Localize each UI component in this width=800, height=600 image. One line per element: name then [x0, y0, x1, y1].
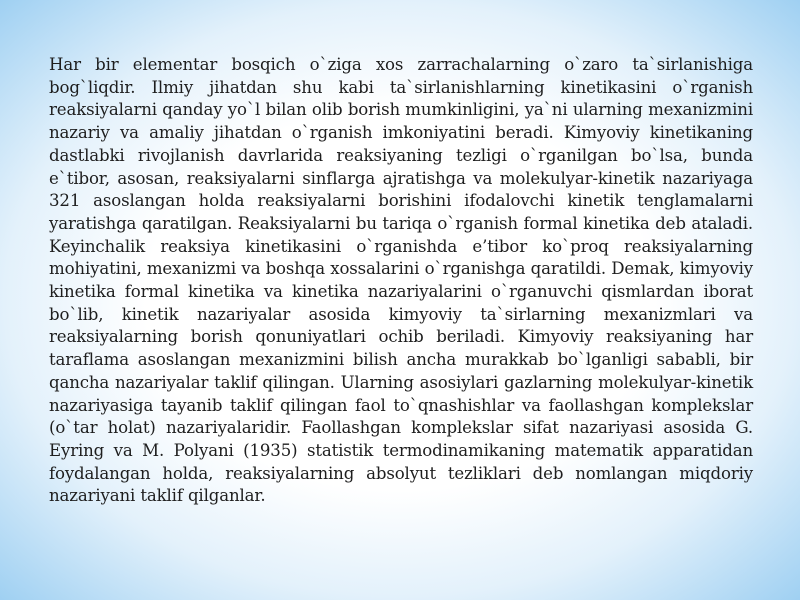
body-paragraph: Har bir elementar bosqich o`ziga xos zarrachalarning o`zaro ta`sirlanishiga bog`liqdir. Ilmiy jihatdan shu kabi ta`sirlanishlarning kinetikasini o`rganish reaksiyalarni qanday yo`l bilan olib borish mumkinligini, ya`ni ularning mexanizmini nazariy va amaliy jihatdan o`rganish imkoniyatini beradi. Kimyoviy kinetikaning dastlabki rivojlanish davrlarida reaksiyaning tezligi o`rganilgan bo`lsa, bunda e`tibor, asosan, reaksiyalarni sinflarga ajratishga va molekulyar-kinetik nazariyaga 321 asoslangan holda reaksiyalarni borishini ifodalovchi kinetik tenglamalarni yaratishga qaratilgan. Reaksiyalarni bu tariqa o`rganish formal kinetika deb ataladi. Keyinchalik reaksiya kinetikasini o`rganishda e’tibor ko`proq reaksiyalarning mohiyatini, mexanizmi va boshqa xossalarini o`rganishga qaratildi. Demak, kimyoviy kinetika formal kinetika va kinetika nazariyalarini o`rganuvchi qismlardan iborat bo`lib, kinetik nazariyalar asosida kimyoviy ta`sirlarning mexanizmlari va reaksiyalarning borish qonuniyatlari ochib beriladi. Kimyoviy reaksiyaning har taraflama asoslangan mexanizmini bilish ancha murakkab bo`lganligi sababli, bir qancha nazariyalar taklif qilingan. Ularning asosiylari gazlarning molekulyar-kinetik nazariyasiga tayanib taklif qilingan faol to`qnashishlar va faollashgan komplekslar (o`tar holat) nazariyalaridir. Faollashgan komplekslar sifat nazariyasi asosida G. Eyring va M. Polyani (1935) statistik termodinamikaning matematik apparatidan foydalangan holda, reaksiyalarning absolyut tezliklari deb nomlangan miqdoriy nazariyani taklif qilganlar.	[49, 55, 753, 506]
